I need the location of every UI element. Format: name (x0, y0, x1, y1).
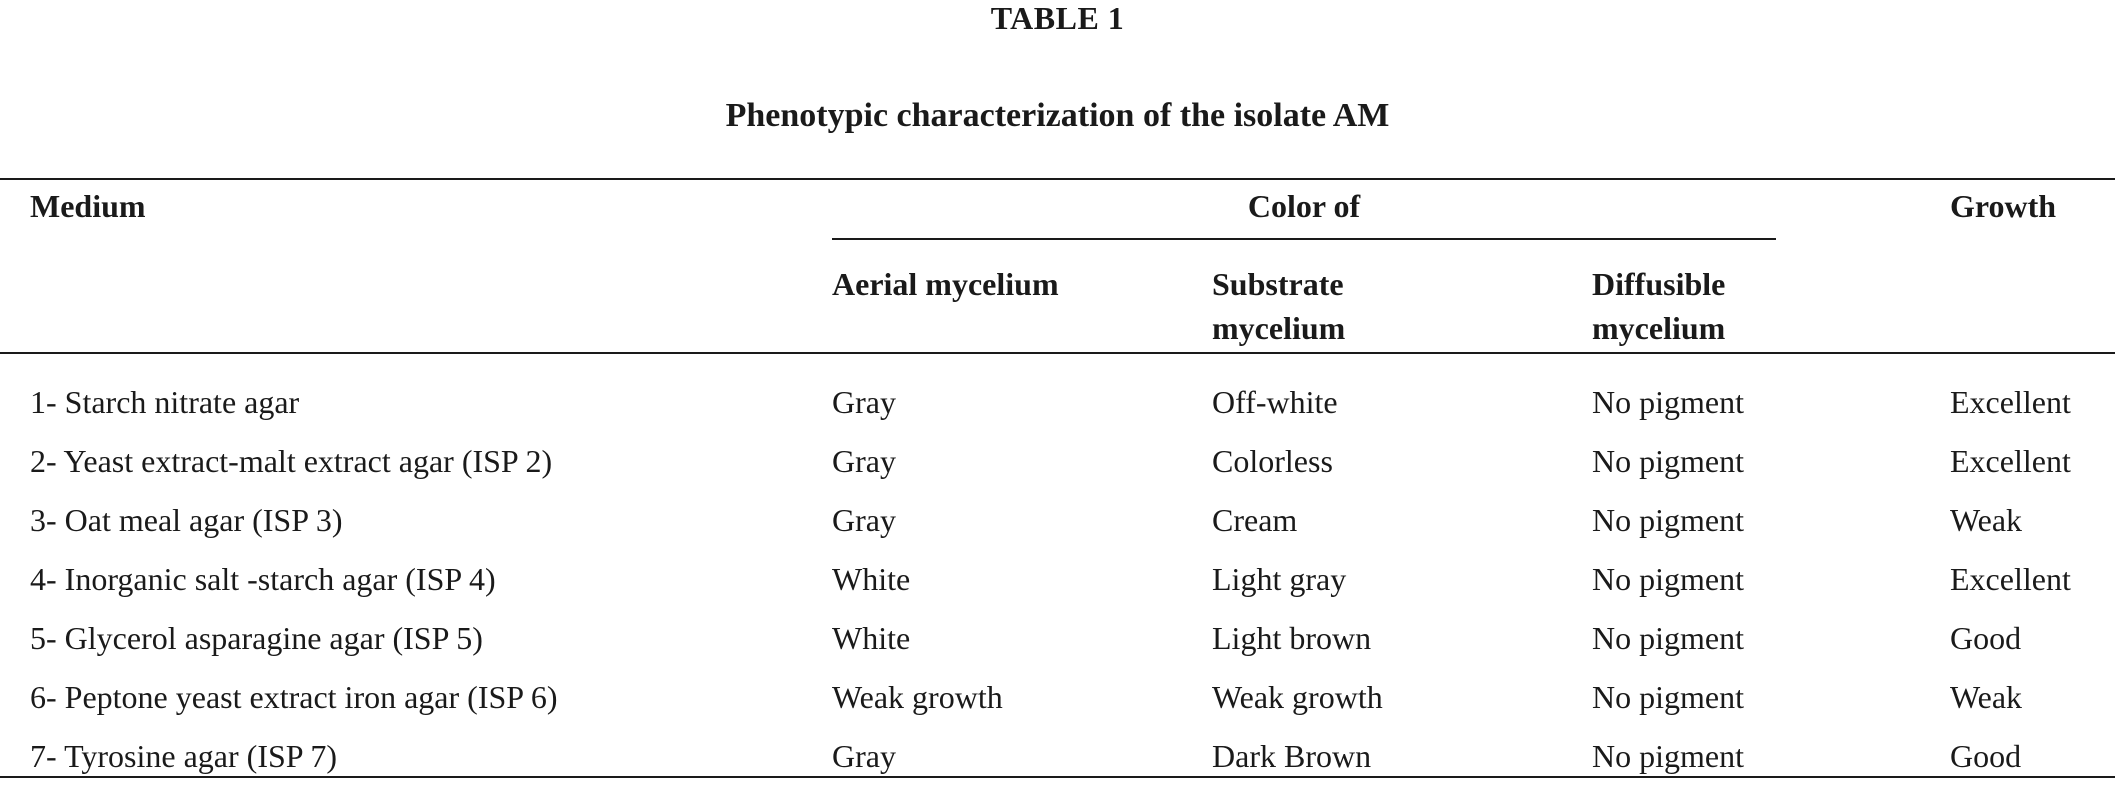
color-of-span-rule (832, 238, 1776, 240)
header-aerial-mycelium: Aerial mycelium (832, 266, 1059, 302)
cell-diffusible: No pigment (1592, 443, 1744, 479)
cell-medium: 2- Yeast extract-malt extract agar (ISP 2) (30, 443, 553, 479)
table-caption: Phenotypic characterization of the isolate AM (725, 97, 1390, 134)
cell-medium: 5- Glycerol asparagine agar (ISP 5) (30, 620, 483, 656)
cell-substrate: Cream (1212, 502, 1298, 538)
table-row (0, 730, 2115, 789)
cell-aerial: White (832, 620, 911, 656)
table-row (0, 671, 2115, 730)
cell-aerial: Gray (832, 738, 896, 774)
cell-substrate: Weak growth (1212, 679, 1383, 715)
cell-diffusible: No pigment (1592, 620, 1744, 656)
table-row (0, 553, 2115, 612)
table-body (0, 376, 2115, 789)
cell-diffusible: No pigment (1592, 738, 1744, 774)
table-row (0, 435, 2115, 494)
cell-diffusible: No pigment (1592, 384, 1744, 420)
cell-diffusible: No pigment (1592, 561, 1744, 597)
cell-growth: Good (1950, 738, 2022, 774)
cell-aerial: Gray (832, 384, 896, 420)
cell-growth: Excellent (1950, 561, 2071, 597)
table-label: TABLE 1 (990, 0, 1125, 36)
header-color-of: Color of (1247, 188, 1361, 224)
table-row (0, 612, 2115, 671)
cell-aerial: Weak growth (832, 679, 1003, 715)
header-growth: Growth (1950, 188, 2057, 224)
cell-substrate: Light brown (1212, 620, 1372, 656)
cell-substrate: Off-white (1212, 384, 1338, 420)
cell-diffusible: No pigment (1592, 502, 1744, 538)
header-bottom-rule (0, 352, 2115, 354)
cell-medium: 1- Starch nitrate agar (30, 384, 300, 420)
table-top-rule (0, 178, 2115, 180)
cell-medium: 7- Tyrosine agar (ISP 7) (30, 738, 338, 774)
cell-growth: Weak (1950, 679, 2023, 715)
cell-growth: Excellent (1950, 384, 2071, 420)
cell-medium: 3- Oat meal agar (ISP 3) (30, 502, 343, 538)
cell-aerial: Gray (832, 502, 896, 538)
cell-aerial: White (832, 561, 911, 597)
cell-growth: Excellent (1950, 443, 2071, 479)
cell-substrate: Dark Brown (1212, 738, 1372, 774)
cell-medium: 6- Peptone yeast extract iron agar (ISP 6) (30, 679, 558, 715)
header-medium: Medium (30, 188, 146, 224)
cell-substrate: Colorless (1212, 443, 1333, 479)
cell-growth: Good (1950, 620, 2022, 656)
header-substrate-mycelium: Substrate mycelium (1212, 266, 1346, 346)
cell-aerial: Gray (832, 443, 896, 479)
table-row (0, 494, 2115, 553)
header-diffusible-mycelium: Diffusible mycelium (1592, 266, 1726, 346)
cell-substrate: Light gray (1212, 561, 1347, 597)
cell-medium: 4- Inorganic salt -starch agar (ISP 4) (30, 561, 496, 597)
table-row (0, 376, 2115, 435)
cell-growth: Weak (1950, 502, 2023, 538)
cell-diffusible: No pigment (1592, 679, 1744, 715)
